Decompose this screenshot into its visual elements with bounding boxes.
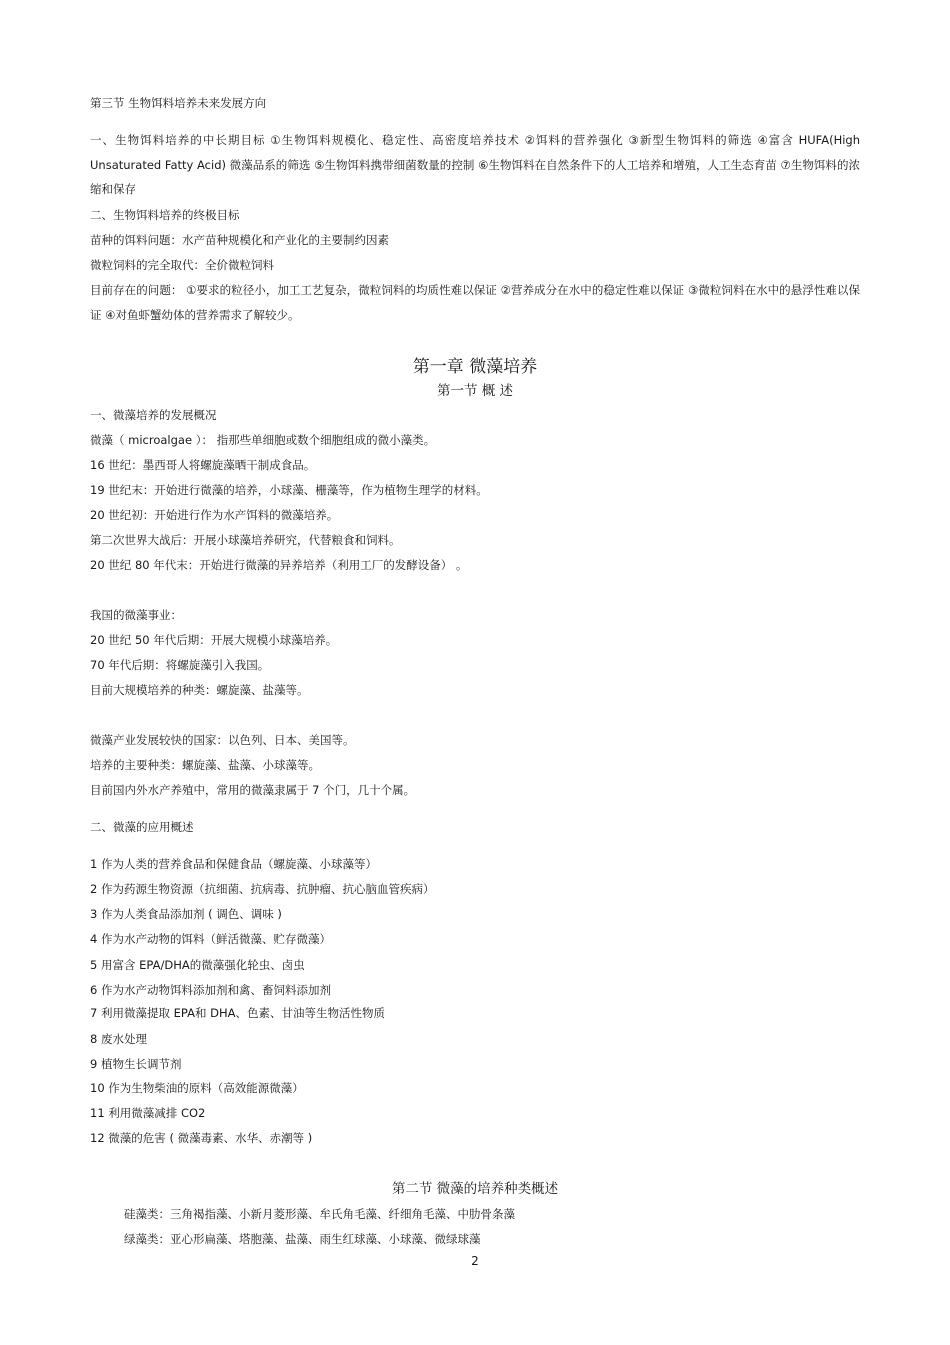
microalgae-definition: 微藻（ microalgae ）： 指那些单细胞或数个细胞组成的微小藻类。: [90, 433, 436, 447]
list-item: 4 作为水产动物的饵料（鲜活微藻、贮存微藻）: [90, 932, 331, 946]
china-current: 目前大规模培养的种类：螺旋藻、盐藻等。: [90, 683, 309, 697]
history-19th-century: 19 世纪末：开始进行微藻的培养，小球藻、栅藻等，作为植物生理学的材料。: [90, 483, 488, 497]
list-item: 3 作为人类食品添加剂 ( 调色、调味 ): [90, 907, 282, 921]
history-20th-century: 20 世纪初：开始进行作为水产饵料的微藻培养。: [90, 508, 339, 522]
china-1950s: 20 世纪 50 年代后期：开展大规模小球藻培养。: [90, 633, 338, 647]
china-heading: 我国的微藻事业：: [90, 608, 182, 622]
seed-feed-problem: 苗种的饵料问题：水产苗种规模化和产业化的主要制约因素: [90, 233, 389, 247]
development-heading: 一、微藻培养的发展概况: [90, 408, 217, 422]
diatom-species: 硅藻类：三角褐指藻、小新月菱形藻、牟氏角毛藻、纤细角毛藻、中肋骨条藻: [124, 1207, 515, 1221]
list-item: 2 作为药源生物资源（抗细菌、抗病毒、抗肿瘤、抗心脑血管疾病）: [90, 882, 435, 896]
page-number: 2: [471, 1254, 479, 1268]
main-species: 培养的主要种类：螺旋藻、盐藻、小球藻等。: [90, 758, 320, 772]
current-problems: 目前存在的问题： ①要求的粒径小，加工工艺复杂，微粒饲料的均质性难以保证 ②营养成分在水中的稳定性难以保证 ③微粒饲料在水中的悬浮性难以保证 ④对鱼虾蟹幼体的营养需求了解较少。: [90, 283, 860, 322]
history-16th-century: 16 世纪：墨西哥人将螺旋藻晒干制成食品。: [90, 458, 316, 472]
list-item: 10 作为生物柴油的原料（高效能源微藻）: [90, 1081, 304, 1095]
list-item: 9 植物生长调节剂: [90, 1057, 182, 1071]
list-item: 6 作为水产动物饵料添加剂和禽、畜饲料添加剂: [90, 983, 331, 997]
section2-title: 第二节 微藻的培养种类概述: [391, 1181, 559, 1197]
list-item: 7 利用微藻提取 EPA和 DHA、色素、甘油等生物活性物质: [90, 1006, 385, 1020]
list-item: 1 作为人类的营养食品和保健食品（螺旋藻、小球藻等）: [90, 857, 377, 871]
list-item: 11 利用微藻减排 CO2: [90, 1106, 206, 1120]
list-item: 5 用富含 EPA/DHA的微藻强化轮虫、卤虫: [90, 958, 305, 972]
list-item: 12 微藻的危害 ( 微藻毒素、水华、赤潮等 ): [90, 1131, 313, 1145]
phyla-count: 目前国内外水产养殖中，常用的微藻隶属于 7 个门，几十个属。: [90, 783, 416, 797]
history-post-ww2: 第二次世界大战后：开展小球藻培养研究，代替粮食和饲料。: [90, 533, 401, 547]
applications-heading: 二、微藻的应用概述: [90, 820, 194, 834]
section1-title: 第一节 概 述: [436, 383, 514, 399]
chapter-title: 第一章 微藻培养: [412, 357, 538, 377]
list-item: 8 废水处理: [90, 1032, 147, 1046]
microparticle-feed: 微粒饲料的完全取代：全价微粒饲料: [90, 258, 274, 272]
history-1980s: 20 世纪 80 年代末：开始进行微藻的异养培养（利用工厂的发酵设备） 。: [90, 558, 468, 572]
green-algae-species: 绿藻类：亚心形扁藻、塔胞藻、盐藻、雨生红球藻、小球藻、微绿球藻: [124, 1232, 481, 1246]
section3-title: 第三节 生物饵料培养未来发展方向: [90, 96, 267, 110]
mid-long-term-goals: 一、生物饵料培养的中长期目标 ①生物饵料规模化、稳定性、高密度培养技术 ②饵料的营养强化 ③新型生物饵料的筛选 ④富含 HUFA(High Unsaturated Fatty Acid) 微藻品系的筛选 ⑤生物饵料携带细菌数量的控制 ⑥生物饵料在自然条件下的人工培养和增殖，人工生态育苗 ⑦生物饵料的浓缩和保存: [90, 133, 860, 196]
china-1970s: 70 年代后期：将螺旋藻引入我国。: [90, 658, 270, 672]
leading-countries: 微藻产业发展较快的国家：以色列、日本、美国等。: [90, 733, 355, 747]
ultimate-goal-heading: 二、生物饵料培养的终极目标: [90, 208, 240, 222]
